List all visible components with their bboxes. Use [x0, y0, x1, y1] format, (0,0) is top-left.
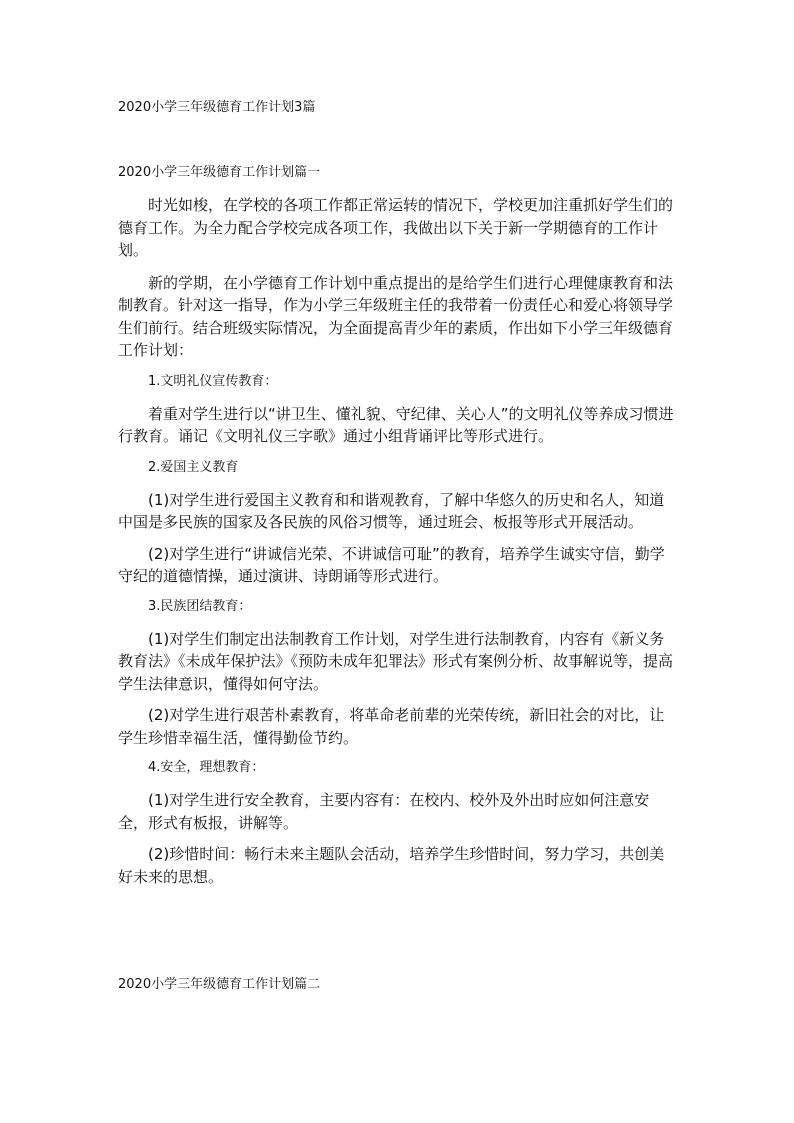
item-heading-3: 3.民族团结教育：	[148, 598, 252, 614]
paragraph-item-2-1: (1)对学生进行爱国主义教育和和谐观教育，了解中华悠久的历史和名人，知道中国是多民族的国家及各民族的风俗习惯等，通过班会、板报等形式开展活动。	[118, 490, 665, 531]
document-title: 2020小学三年级德育工作计划3篇	[118, 100, 316, 115]
paragraph-intro: 时光如梭，在学校的各项工作都正常运转的情况下，学校更加注重抓好学生们的德育工作。为全力配合学校完成各项工作，我做出以下关于新一学期德育的工作计划。	[118, 196, 674, 259]
section-1-body	[118, 194, 678, 897]
paragraph-overview: 新的学期，在小学德育工作计划中重点提出的是给学生们进行心理健康教育和法制教育。针对这一指导，作为小学三年级班主任的我带着一份责任心和爱心将领导学生们前行。结合班级实际情况，为全面提高青少年的素质，作出如下小学三年级德育工作计划：	[118, 273, 674, 359]
paragraph-item-2-2: (2)对学生进行“讲诚信光荣、不讲诚信可耻”的教育，培养学生诚实守信，勤学守纪的道德情操，通过演讲、诗朗诵等形式进行。	[118, 544, 665, 585]
section-heading-2: 2020小学三年级德育工作计划篇二	[118, 977, 321, 992]
item-heading-2: 2.爱国主义教育	[148, 459, 239, 475]
section-heading-1: 2020小学三年级德育工作计划篇一	[118, 165, 321, 180]
paragraph-item-4-2: (2)珍惜时间：畅行未来主题队会活动，培养学生珍惜时间，努力学习，共创美好未来的思想。	[118, 845, 665, 886]
paragraph-item-3-1: (1)对学生们制定出法制教育工作计划，对学生进行法制教育，内容有《新义务教育法》《未成年保护法》《预防未成年犯罪法》形式有案例分析、故事解说等，提高学生法律意识，懂得如何守法。	[118, 629, 674, 693]
paragraph-item-3-2: (2)对学生进行艰苦朴素教育，将革命老前辈的光荣传统，新旧社会的对比，让学生珍惜幸福生活，懂得勤俭节约。	[118, 706, 665, 747]
paragraph-item-1: 着重对学生进行以“讲卫生、懂礼貌、守纪律、关心人”的文明礼仪等养成习惯进行教育。诵记《文明礼仪三字歌》通过小组背诵评比等形式进行。	[118, 404, 674, 445]
item-heading-1: 1.文明礼仪宣传教育：	[148, 373, 278, 389]
paragraph-item-4-1: (1)对学生进行安全教育，主要内容有：在校内、校外及外出时应如何注意安全，形式有板报，讲解等。	[118, 791, 650, 832]
item-heading-4: 4.安全，理想教育：	[148, 760, 265, 775]
